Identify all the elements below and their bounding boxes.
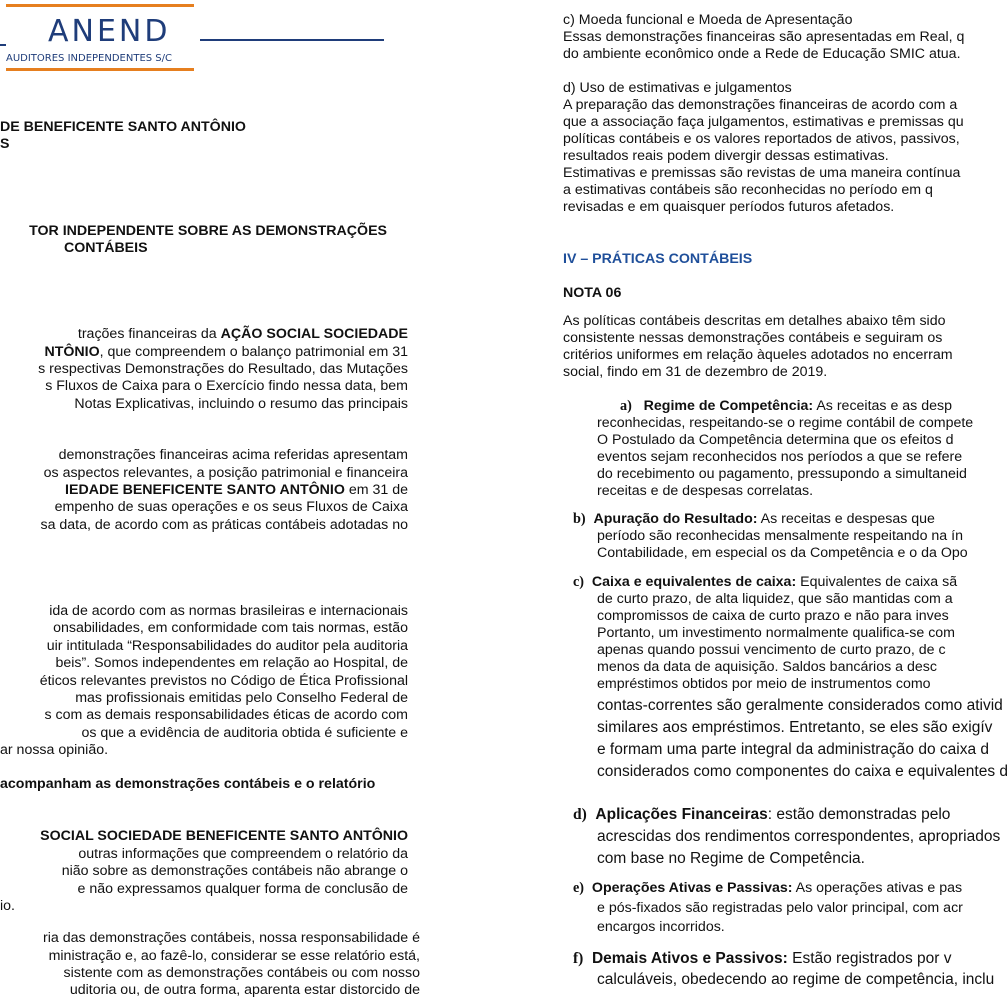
entity-title: DE BENEFICENTE SANTO ANTÔNIO — [0, 119, 246, 135]
logo-left-rule — [0, 44, 6, 46]
para2-line-4: empenho de suas operações e os seus Fluxos de Caixa — [54, 499, 408, 515]
item-d-first: d) Aplicações Financeiras: estão demonstradas pelo — [573, 806, 951, 823]
para2-line-3: IEDADE BENEFICENTE SANTO ANTÔNIO em 31 de — [65, 482, 408, 498]
item-c-first: c) Caixa e equivalentes de caixa: Equivalentes de caixa sã — [573, 574, 958, 590]
logo-name: ANEND — [48, 14, 171, 49]
d-body-2: que a associação faça julgamentos, estimativas e premissas qu — [563, 114, 964, 130]
para1-line-1: trações financeiras da AÇÃO SOCIAL SOCIEDADE — [77, 326, 408, 342]
item-c-body-6: empréstimos obtidos por meio de instrumentos como — [597, 676, 931, 692]
para2-line-5: sa data, de acordo com as práticas contábeis adotadas no — [40, 517, 408, 533]
item-a-body-2: O Postulado da Competência determina que os efeitos d — [597, 432, 954, 448]
item-c-body-4: apenas quando possui vencimento de curto prazo, de c — [597, 642, 946, 658]
para2-line-2: os aspectos relevantes, a posição patrimonial e financeira — [43, 465, 408, 481]
para3-line-2: onsabilidades, em conformidade com tais normas, estão — [53, 620, 408, 636]
para4-line-2: outras informações que compreendem o relatório da — [78, 846, 408, 862]
d-body-7: revisadas e em quaisquer períodos futuros afetados. — [563, 199, 895, 215]
c-body-2: do ambiente econômico onde a Rede de Educação SMIC atua. — [563, 46, 961, 62]
item-c-body-2: compromissos de caixa de curto prazo e não para inves — [597, 608, 949, 624]
item-c-body-10: considerados como componentes do caixa e equivalentes d — [597, 763, 1008, 780]
item-f-body-1: calculáveis, obedecendo ao regime de competência, inclu — [597, 971, 995, 988]
para1-line-2: NTÔNIO, que compreendem o balanço patrimonial em 31 — [44, 344, 408, 360]
item-e-first: e) Operações Ativas e Passivas: As operações ativas e pas — [573, 880, 963, 896]
d-body-4: resultados reais podem divergir dessas estimativas. — [563, 148, 889, 164]
heading-other-info: acompanham as demonstrações contábeis e o relatório — [0, 776, 376, 792]
para4-line-5: io. — [0, 898, 15, 914]
para4-line-1: SOCIAL SOCIEDADE BENEFICENTE SANTO ANTÔNIO — [40, 828, 408, 844]
left-page — [0, 0, 430, 998]
para5-line-3: sistente com as demonstrações contábeis ou com nosso — [63, 965, 420, 981]
logo-rule — [200, 39, 384, 41]
para1-line-5: Notas Explicativas, incluindo o resumo das principais — [74, 396, 408, 412]
para3-line-8: os que a evidência de auditoria obtida é suficiente e — [81, 725, 408, 741]
item-b-first: b) Apuração do Resultado: As receitas e despesas que — [573, 511, 935, 527]
para3-line-9: ar nossa opinião. — [0, 742, 109, 758]
section-heading: IV – PRÁTICAS CONTÁBEIS — [563, 251, 753, 267]
para3-line-6: mas profissionais emitidas pelo Conselho Federal de — [75, 690, 408, 706]
item-c-body-9: e formam uma parte integral da administração do caixa d — [597, 741, 990, 758]
d-heading: d) Uso de estimativas e julgamentos — [563, 80, 792, 96]
c-body-1: Essas demonstrações financeiras são apresentadas em Real, q — [563, 29, 965, 45]
d-body-6: a estimativas contábeis são reconhecidas no período em q — [563, 182, 933, 198]
d-body-3: políticas contábeis e os valores reportados de ativos, passivos, — [563, 131, 960, 147]
item-a-body-1: reconhecidas, respeitando-se o regime contábil de compete — [597, 415, 974, 431]
item-b-body-2: Contabilidade, em especial os da Competência e o da Opo — [597, 545, 968, 561]
para5-line-1: ria das demonstrações contábeis, nossa responsabilidade é — [43, 930, 420, 946]
item-a-body-3: eventos sejam reconhecidos nos períodos a que se refere — [597, 449, 963, 465]
entity-title-fragment: S — [0, 136, 10, 152]
item-c-body-5: menos da data de aquisição. Saldos bancários a desc — [597, 659, 937, 675]
item-a-body-4: do recebimento ou pagamento, pressupondo a simultaneid — [597, 466, 967, 482]
d-body-1: A preparação das demonstrações financeiras de acordo com a — [563, 97, 958, 113]
nota-body-4: social, findo em 31 de dezembro de 2019. — [563, 364, 828, 380]
item-a-body-5: receitas e de despesas correlatas. — [597, 483, 814, 499]
item-f-first: f) Demais Ativos e Passivos: Estão registrados por v — [573, 950, 952, 967]
para4-line-3: nião sobre as demonstrações contábeis não abrange o — [61, 863, 408, 879]
item-d-body-1: acrescidas dos rendimentos correspondentes, apropriados — [597, 828, 1001, 845]
right-page — [560, 0, 1008, 988]
report-title-line-1: TOR INDEPENDENTE SOBRE AS DEMONSTRAÇÕES — [29, 223, 387, 239]
item-b-body-1: período são reconhecidas mensalmente respeitando na ín — [597, 528, 963, 544]
para3-line-1: ida de acordo com as normas brasileiras e internacionais — [49, 603, 408, 619]
item-d-body-2: com base no Regime de Competência. — [597, 850, 865, 867]
nota-body-3: critérios uniformes em relação àqueles adotados no encerram — [563, 347, 953, 363]
para1-line-4: s Fluxos de Caixa para o Exercício findo nessa data, bem — [45, 378, 408, 394]
report-title-line-2: CONTÁBEIS — [64, 240, 148, 256]
item-e-body-2: encargos incorridos. — [597, 919, 725, 935]
logo-subtitle: AUDITORES INDEPENDENTES S/C — [6, 53, 173, 64]
para2-line-1: demonstrações financeiras acima referidas apresentam — [58, 447, 408, 463]
item-c-body-1: de curto prazo, de alta liquidez, que são mantidas com a — [597, 591, 953, 607]
c-heading: c) Moeda funcional e Moeda de Apresentação — [563, 12, 853, 28]
item-e-body-1: e pós-fixados são registradas pelo valor principal, com acr — [597, 900, 963, 916]
nota-body-1: As políticas contábeis descritas em detalhes abaixo têm sido — [563, 313, 946, 329]
nota-body-2: consistente nessas demonstrações contábeis e seguiram os — [563, 330, 943, 346]
item-a-first: a) Regime de Competência: As receitas e as desp — [620, 398, 952, 414]
d-body-5: Estimativas e premissas são revistas de uma maneira contínua — [563, 165, 961, 181]
nota-heading: NOTA 06 — [563, 285, 622, 301]
para3-line-5: éticos relevantes previstos no Código de Ética Profissional — [39, 673, 408, 689]
item-c-body-7: contas-correntes são geralmente considerados como ativid — [597, 697, 1003, 714]
item-c-body-3: Portanto, um investimento normalmente qualifica-se com — [597, 625, 955, 641]
para4-line-4: e não expressamos qualquer forma de conclusão de — [77, 881, 408, 897]
para3-line-3: uir intitulada “Responsabilidades do auditor pela auditoria — [46, 638, 408, 654]
item-c-body-8: similares aos empréstimos. Entretanto, se eles são exigív — [597, 719, 993, 736]
para5-line-2: ministração e, ao fazê-lo, considerar se esse relatório está, — [48, 948, 420, 964]
logo-top-bar — [6, 4, 194, 7]
para3-line-7: s com as demais responsabilidades éticas de acordo com — [44, 707, 408, 723]
logo-bottom-bar — [6, 68, 194, 71]
para3-line-4: beis”. Somos independentes em relação ao Hospital, de — [55, 655, 408, 671]
para1-line-3: s respectivas Demonstrações do Resultado, das Mutações — [38, 361, 408, 377]
para5-line-4: uditoria ou, de outra forma, aparenta estar distorcido de — [69, 982, 420, 998]
